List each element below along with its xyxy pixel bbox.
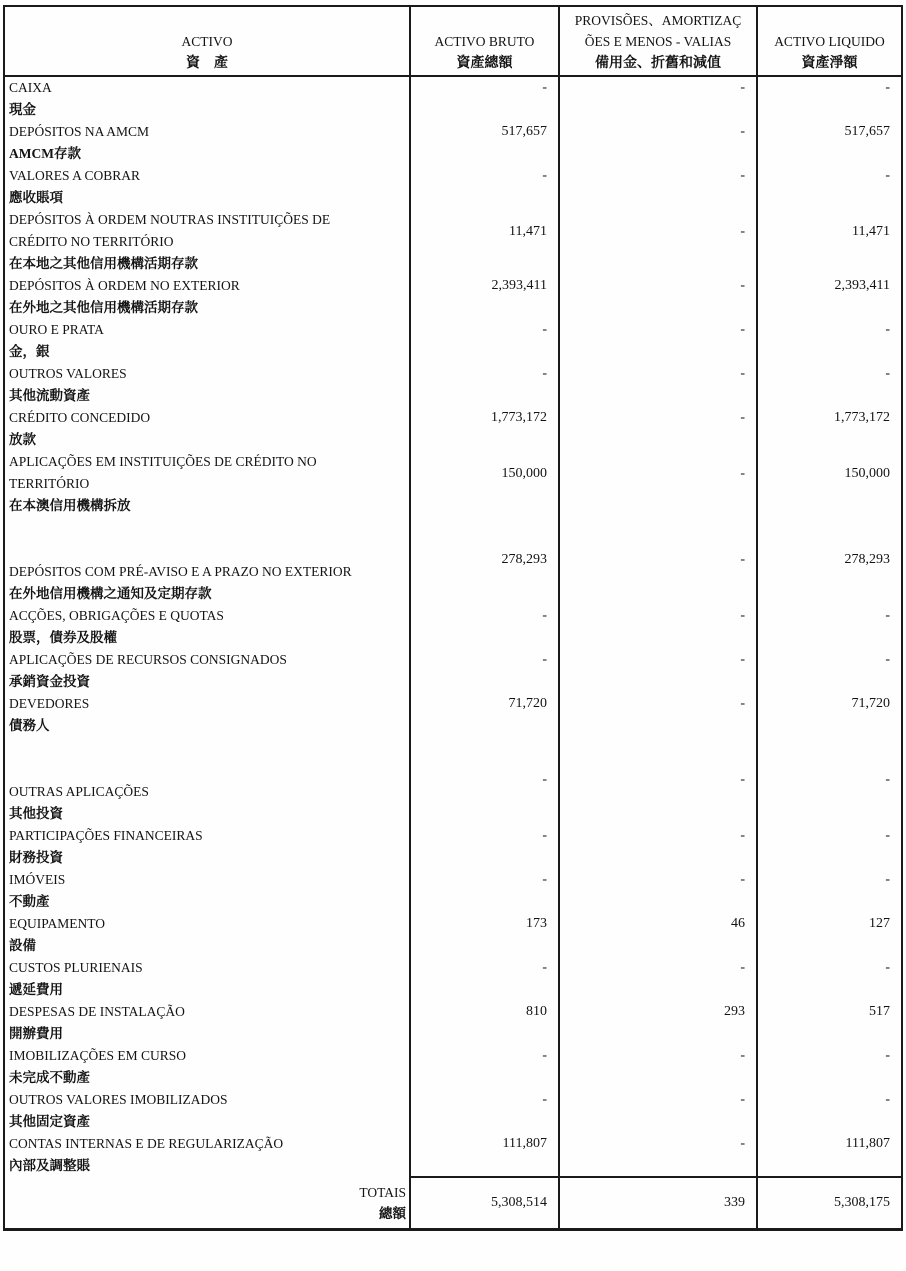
row-label bbox=[4, 121, 410, 165]
row-label-cn: 其他投資 bbox=[9, 806, 63, 821]
row-label-cn: 不動產 bbox=[9, 894, 50, 909]
row-label-cn: 承銷資金投資 bbox=[9, 674, 90, 689]
totals-label bbox=[4, 1177, 410, 1230]
header-activo bbox=[4, 6, 410, 76]
cell-activo-bruto: - bbox=[410, 1045, 559, 1089]
row-label bbox=[4, 76, 410, 121]
row-label-pt: DEPÓSITOS NA AMCM bbox=[9, 124, 150, 139]
row-label-pt: CONTAS INTERNAS E DE REGULARIZAÇÃO bbox=[9, 1136, 284, 1151]
cell-activo-liquido: - bbox=[757, 76, 902, 121]
row-label-pt: CUSTOS PLURIENAIS bbox=[9, 960, 143, 975]
header-provisoes bbox=[559, 6, 757, 76]
row-label-pt: DEPÓSITOS COM PRÉ-AVISO E A PRAZO NO EXTERIOR bbox=[9, 564, 352, 579]
cell-provisoes: - bbox=[559, 407, 757, 451]
row-label-cn: AMCM存款 bbox=[9, 146, 81, 161]
row-label-cn: 開辦費用 bbox=[9, 1026, 63, 1041]
cell-activo-liquido: 111,807 bbox=[757, 1133, 902, 1177]
cell-activo-bruto: 810 bbox=[410, 1001, 559, 1045]
cell-activo-liquido: - bbox=[757, 1089, 902, 1133]
row-label bbox=[4, 165, 410, 209]
row-label-cn: 現金 bbox=[9, 102, 36, 117]
header-activo-pt: ACTIVO bbox=[181, 34, 233, 49]
row-label-pt: IMOBILIZAÇÕES EM CURSO bbox=[9, 1048, 187, 1063]
cell-activo-liquido: - bbox=[757, 869, 902, 913]
cell-activo-bruto: 517,657 bbox=[410, 121, 559, 165]
cell-activo-liquido: 127 bbox=[757, 913, 902, 957]
row-label-cn: 其他固定資產 bbox=[9, 1114, 90, 1129]
cell-activo-liquido: 2,393,411 bbox=[757, 275, 902, 319]
row-label bbox=[4, 649, 410, 693]
row-label bbox=[4, 1045, 410, 1089]
cell-activo-bruto: - bbox=[410, 869, 559, 913]
header-provisoes-pt-line1: PROVISÕES、AMORTIZAÇ bbox=[574, 13, 742, 28]
row-label-cn: 遞延費用 bbox=[9, 982, 63, 997]
cell-provisoes: - bbox=[559, 76, 757, 121]
cell-activo-bruto: 111,807 bbox=[410, 1133, 559, 1177]
table-row bbox=[4, 319, 902, 363]
row-label bbox=[4, 407, 410, 451]
table-row bbox=[4, 957, 902, 1001]
row-label-cn: 在本地之其他信用機構活期存款 bbox=[9, 256, 198, 271]
header-row bbox=[4, 6, 902, 76]
row-label bbox=[4, 605, 410, 649]
table-row bbox=[4, 693, 902, 765]
cell-provisoes: - bbox=[559, 165, 757, 209]
header-bruto-cn: 資產總額 bbox=[456, 56, 513, 71]
cell-activo-bruto: 278,293 bbox=[410, 545, 559, 605]
cell-activo-bruto: - bbox=[410, 165, 559, 209]
totals-label-pt: TOTAIS bbox=[359, 1184, 406, 1200]
table-row bbox=[4, 605, 902, 649]
row-label bbox=[4, 319, 410, 363]
cell-provisoes: - bbox=[559, 1089, 757, 1133]
row-label-pt: DEVEDORES bbox=[9, 696, 90, 711]
cell-activo-bruto: - bbox=[410, 1089, 559, 1133]
row-label-pt: DESPESAS DE INSTALAÇÃO bbox=[9, 1004, 185, 1019]
row-label-pt: VALORES A COBRAR bbox=[9, 168, 141, 183]
cell-activo-liquido: 11,471 bbox=[757, 209, 902, 275]
row-label-pt: TERRITÓRIO bbox=[9, 476, 90, 491]
cell-activo-bruto: 2,393,411 bbox=[410, 275, 559, 319]
table-row bbox=[4, 76, 902, 121]
row-label bbox=[4, 363, 410, 407]
table-row bbox=[4, 869, 902, 913]
row-label-pt: IMÓVEIS bbox=[9, 872, 66, 887]
row-label-pt: PARTICIPAÇÕES FINANCEIRAS bbox=[9, 828, 203, 843]
cell-activo-liquido: - bbox=[757, 605, 902, 649]
cell-provisoes: - bbox=[559, 765, 757, 825]
table-row bbox=[4, 765, 902, 825]
row-label-pt: EQUIPAMENTO bbox=[9, 916, 106, 931]
row-label-cn: 股票，債券及股權 bbox=[9, 630, 117, 645]
header-bruto-pt: ACTIVO BRUTO bbox=[434, 34, 535, 49]
table-row bbox=[4, 1001, 902, 1045]
row-label bbox=[4, 209, 410, 275]
row-label-pt: OUTROS VALORES IMOBILIZADOS bbox=[9, 1092, 228, 1107]
cell-activo-liquido: - bbox=[757, 165, 902, 209]
row-label bbox=[4, 693, 410, 765]
cell-activo-liquido: - bbox=[757, 957, 902, 1001]
cell-provisoes: - bbox=[559, 275, 757, 319]
cell-provisoes: - bbox=[559, 319, 757, 363]
table-row bbox=[4, 1089, 902, 1133]
row-label-cn: 其他流動資產 bbox=[9, 388, 90, 403]
cell-provisoes: - bbox=[559, 545, 757, 605]
row-label-cn: 債務人 bbox=[9, 718, 50, 733]
totals-activo-bruto: 5,308,514 bbox=[410, 1177, 559, 1230]
table-row bbox=[4, 451, 902, 545]
row-label-cn: 應收賬項 bbox=[9, 190, 63, 205]
cell-activo-bruto: 1,773,172 bbox=[410, 407, 559, 451]
header-provisoes-pt-line2: ÕES E MENOS - VALIAS bbox=[584, 34, 732, 49]
header-liquido-cn: 資產淨額 bbox=[801, 56, 858, 71]
cell-activo-bruto: - bbox=[410, 605, 559, 649]
row-label-cn: 在外地之其他信用機構活期存款 bbox=[9, 300, 198, 315]
table-row bbox=[4, 1045, 902, 1089]
row-label-pt: DEPÓSITOS À ORDEM NO EXTERIOR bbox=[9, 278, 240, 293]
cell-provisoes: - bbox=[559, 957, 757, 1001]
row-label-pt: CRÉDITO CONCEDIDO bbox=[9, 410, 151, 425]
cell-provisoes: - bbox=[559, 209, 757, 275]
totals-row bbox=[4, 1177, 902, 1230]
row-label bbox=[4, 765, 410, 825]
row-label-pt: ACÇÕES, OBRIGAÇÕES E QUOTAS bbox=[9, 608, 224, 623]
row-label bbox=[4, 869, 410, 913]
cell-provisoes: 293 bbox=[559, 1001, 757, 1045]
header-liquido-pt: ACTIVO LIQUIDO bbox=[774, 34, 885, 49]
row-label-cn: 在外地信用機構之通知及定期存款 bbox=[9, 586, 212, 601]
totals-activo-liquido: 5,308,175 bbox=[757, 1177, 902, 1230]
assets-table bbox=[3, 5, 903, 1231]
row-label-pt: OUTROS VALORES bbox=[9, 366, 127, 381]
row-label-pt: OUTRAS APLICAÇÕES bbox=[9, 784, 149, 799]
table-row bbox=[4, 1133, 902, 1177]
row-label-pt: CRÉDITO NO TERRITÓRIO bbox=[9, 234, 174, 249]
table-row bbox=[4, 825, 902, 869]
cell-activo-liquido: 71,720 bbox=[757, 693, 902, 765]
table-row bbox=[4, 209, 902, 275]
cell-activo-liquido: 517 bbox=[757, 1001, 902, 1045]
cell-activo-liquido: 278,293 bbox=[757, 545, 902, 605]
row-label-pt: DEPÓSITOS À ORDEM NOUTRAS INSTITUIÇÕES DE bbox=[9, 212, 331, 227]
cell-provisoes: - bbox=[559, 121, 757, 165]
cell-activo-bruto: - bbox=[410, 957, 559, 1001]
row-label-pt: OURO E PRATA bbox=[9, 322, 104, 337]
row-label-cn: 財務投資 bbox=[9, 850, 63, 865]
table-row bbox=[4, 165, 902, 209]
table-row bbox=[4, 545, 902, 605]
header-activo-cn: 資 產 bbox=[186, 56, 228, 71]
row-label-pt: APLICAÇÕES DE RECURSOS CONSIGNADOS bbox=[9, 652, 287, 667]
cell-activo-bruto: 11,471 bbox=[410, 209, 559, 275]
cell-activo-bruto: - bbox=[410, 363, 559, 407]
header-activo-liquido bbox=[757, 6, 902, 76]
header-activo-bruto bbox=[410, 6, 559, 76]
cell-activo-liquido: 150,000 bbox=[757, 451, 902, 545]
cell-provisoes: - bbox=[559, 605, 757, 649]
cell-activo-liquido: - bbox=[757, 649, 902, 693]
cell-activo-bruto: 150,000 bbox=[410, 451, 559, 545]
row-label bbox=[4, 1001, 410, 1045]
cell-provisoes: 46 bbox=[559, 913, 757, 957]
row-label bbox=[4, 913, 410, 957]
row-label bbox=[4, 1133, 410, 1177]
cell-activo-bruto: 173 bbox=[410, 913, 559, 957]
totals-provisoes: 339 bbox=[559, 1177, 757, 1230]
cell-activo-bruto: - bbox=[410, 76, 559, 121]
row-label bbox=[4, 275, 410, 319]
table-row bbox=[4, 407, 902, 451]
cell-activo-liquido: - bbox=[757, 319, 902, 363]
cell-provisoes: - bbox=[559, 363, 757, 407]
row-label bbox=[4, 825, 410, 869]
table-row bbox=[4, 275, 902, 319]
cell-activo-liquido: 1,773,172 bbox=[757, 407, 902, 451]
cell-provisoes: - bbox=[559, 1133, 757, 1177]
row-label-pt: APLICAÇÕES EM INSTITUIÇÕES DE CRÉDITO NO bbox=[9, 454, 317, 469]
cell-provisoes: - bbox=[559, 451, 757, 545]
row-label-cn: 未完成不動產 bbox=[9, 1070, 90, 1085]
cell-activo-bruto: - bbox=[410, 649, 559, 693]
table-row bbox=[4, 121, 902, 165]
cell-provisoes: - bbox=[559, 649, 757, 693]
cell-activo-liquido: - bbox=[757, 825, 902, 869]
cell-activo-liquido: 517,657 bbox=[757, 121, 902, 165]
cell-provisoes: - bbox=[559, 1045, 757, 1089]
row-label-cn: 在本澳信用機構拆放 bbox=[9, 498, 131, 513]
row-label-cn: 金，銀 bbox=[9, 344, 50, 359]
cell-activo-bruto: - bbox=[410, 319, 559, 363]
header-provisoes-cn: 備用金、折舊和減值 bbox=[595, 56, 721, 71]
row-label-cn: 內部及調整賬 bbox=[9, 1158, 90, 1173]
cell-provisoes: - bbox=[559, 825, 757, 869]
cell-activo-bruto: 71,720 bbox=[410, 693, 559, 765]
cell-activo-liquido: - bbox=[757, 765, 902, 825]
row-label bbox=[4, 451, 410, 545]
cell-activo-bruto: - bbox=[410, 825, 559, 869]
row-label bbox=[4, 545, 410, 605]
cell-provisoes: - bbox=[559, 693, 757, 765]
row-label-cn: 放款 bbox=[9, 432, 36, 447]
table-row bbox=[4, 913, 902, 957]
row-label bbox=[4, 957, 410, 1001]
row-label-pt: CAIXA bbox=[9, 80, 52, 95]
row-label-cn: 設備 bbox=[9, 938, 36, 953]
totals-label-cn: 總額 bbox=[379, 1205, 406, 1221]
cell-activo-bruto: - bbox=[410, 765, 559, 825]
cell-activo-liquido: - bbox=[757, 363, 902, 407]
cell-provisoes: - bbox=[559, 869, 757, 913]
table-row bbox=[4, 649, 902, 693]
table-row bbox=[4, 363, 902, 407]
cell-activo-liquido: - bbox=[757, 1045, 902, 1089]
row-label bbox=[4, 1089, 410, 1133]
